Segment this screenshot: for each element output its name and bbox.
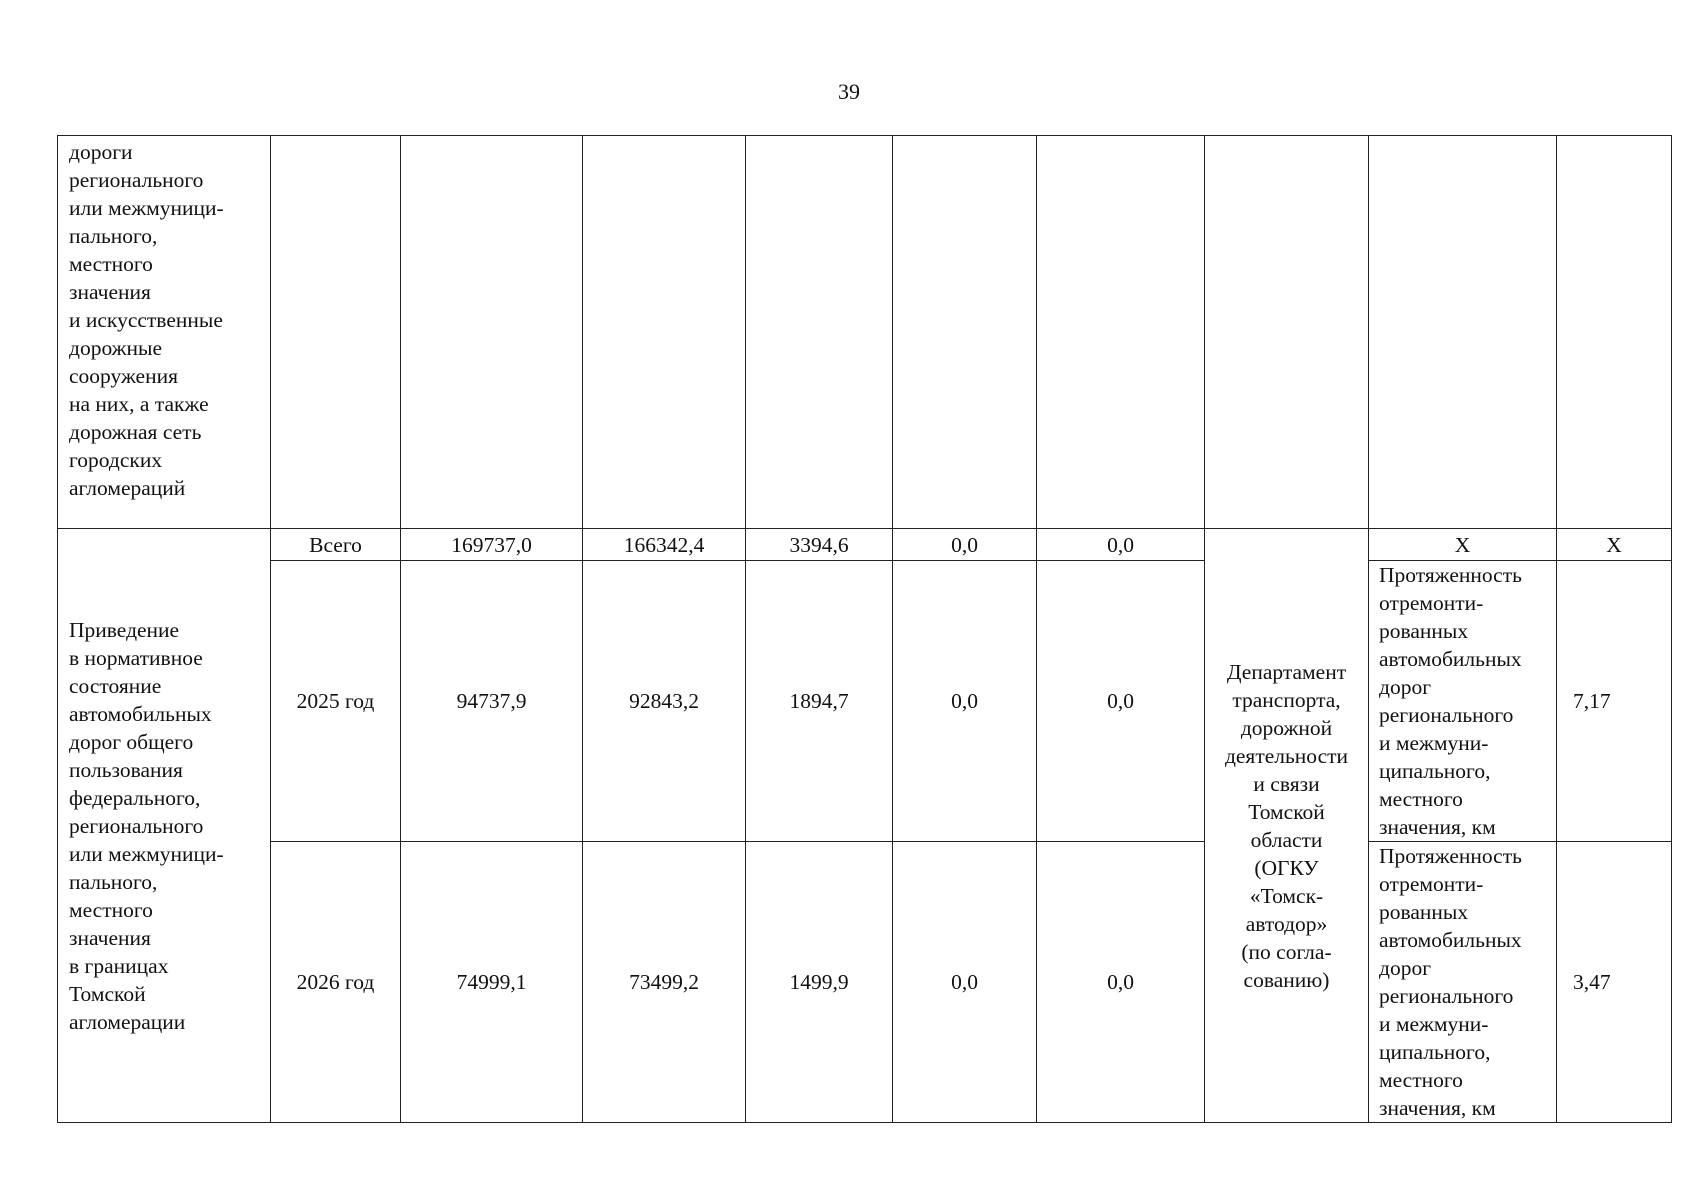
- empty-cell: [1369, 136, 1557, 529]
- table-row-2026: [58, 842, 1672, 1123]
- event-name: Приведение в нормативное состояние автомобильных дорог общего пользования федерального, регионального или межмуници- пального, местного значения в границах Томской агломерации: [58, 529, 271, 1123]
- empty-cell: [1037, 136, 1205, 529]
- funding-source-1-cell: 73499,2: [583, 842, 746, 1123]
- empty-cell: [1205, 136, 1369, 529]
- empty-cell: [401, 136, 583, 529]
- page-number: 39: [838, 79, 860, 104]
- funding-source-2-cell: 1499,9: [746, 842, 893, 1123]
- funding-source-1-cell: 92843,2: [583, 561, 746, 842]
- empty-cell: [583, 136, 746, 529]
- funding-source-3-cell: 0,0: [893, 842, 1037, 1123]
- indicator-cell: Протяженность отремонти- рованных автомобильных дорог регионального и межмуни- ципального, местного значения, км: [1369, 842, 1557, 1123]
- empty-cell: [893, 136, 1037, 529]
- total-funding-cell: 94737,9: [401, 561, 583, 842]
- table-row-2025: [58, 561, 1672, 842]
- total-funding-cell: 169737,0: [401, 529, 583, 561]
- indicator-cell: Протяженность отремонти- рованных автомобильных дорог регионального и межмуни- ципального, местного значения, км: [1369, 561, 1557, 842]
- indicator-value-cell: 7,17: [1557, 561, 1672, 842]
- funding-source-1-cell: 166342,4: [583, 529, 746, 561]
- program-table: [57, 135, 1672, 1123]
- total-funding-cell: 74999,1: [401, 842, 583, 1123]
- period-cell: 2025 год: [271, 561, 401, 842]
- continued-event-name: дороги регионального или межмуници- пального, местного значения и искусственные дорожные сооружения на них, а также дорожная сеть городских агломераций: [58, 136, 271, 529]
- funding-source-3-cell: 0,0: [893, 529, 1037, 561]
- period-cell: Всего: [271, 529, 401, 561]
- empty-cell: [271, 136, 401, 529]
- indicator-value-cell: 3,47: [1557, 842, 1672, 1123]
- table-row-total: [58, 529, 1672, 561]
- indicator-value-cell: Х: [1557, 529, 1672, 561]
- table-row-continuation: [58, 136, 1672, 529]
- funding-source-2-cell: 1894,7: [746, 561, 893, 842]
- funding-source-4-cell: 0,0: [1037, 529, 1205, 561]
- funding-source-4-cell: 0,0: [1037, 561, 1205, 842]
- funding-source-2-cell: 3394,6: [746, 529, 893, 561]
- funding-source-4-cell: 0,0: [1037, 842, 1205, 1123]
- empty-cell: [1557, 136, 1672, 529]
- period-cell: 2026 год: [271, 842, 401, 1123]
- empty-cell: [746, 136, 893, 529]
- responsible-executor: Департамент транспорта, дорожной деятельности и связи Томской области (ОГКУ «Томск- автодор» (по согла- сованию): [1205, 529, 1369, 1123]
- indicator-cell: Х: [1369, 529, 1557, 561]
- funding-source-3-cell: 0,0: [893, 561, 1037, 842]
